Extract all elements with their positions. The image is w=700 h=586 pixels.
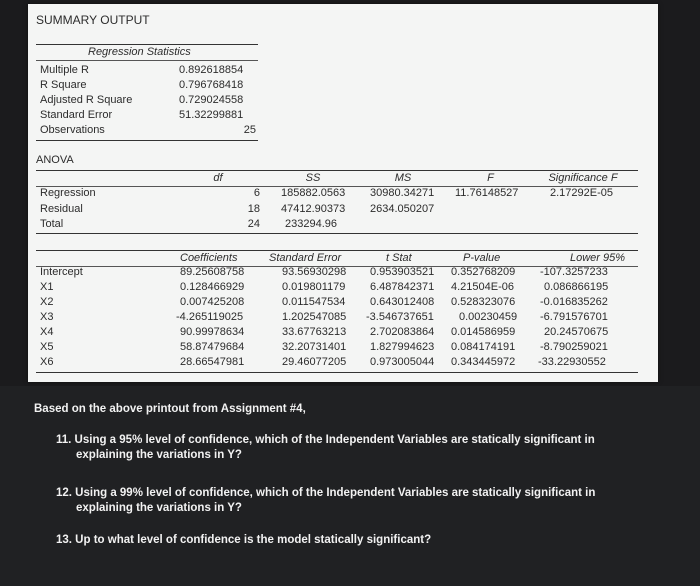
coef-col-header: Lower 95%	[570, 252, 626, 264]
anova-col-header: df	[213, 172, 223, 184]
anova-cell: 2.17292E-05	[550, 187, 613, 199]
anova-col-header: MS	[394, 172, 412, 184]
regstats-header: Regression Statistics	[88, 46, 191, 58]
question-11-line1: 11. Using a 95% level of confidence, which of the Independent Variables are statically significant in	[56, 434, 595, 446]
stat-label: Standard Error	[40, 109, 113, 121]
stat-label: Adjusted R Square	[40, 94, 133, 106]
coef-cell: 0.343445972	[451, 356, 516, 368]
coef-cell: 0.086866195	[544, 281, 609, 293]
anova-col-header: SS	[305, 172, 321, 184]
anova-row-label: Total	[40, 218, 64, 230]
coef-cell: 0.011547534	[282, 296, 346, 308]
anova-title: ANOVA	[36, 154, 74, 166]
coef-cell: 28.66547981	[180, 356, 245, 368]
coef-cell: 33.67763213	[282, 326, 347, 338]
stat-label: Multiple R	[40, 64, 89, 76]
anova-cell: 47412.90373	[281, 203, 346, 215]
anova-top-rule	[36, 170, 638, 171]
coef-cell: 20.24570675	[544, 326, 609, 338]
coef-row-label: X3	[40, 311, 54, 323]
anova-cell: 11.76148527	[455, 187, 519, 199]
coef-col-header: Standard Error	[269, 252, 342, 264]
stat-value: 0.729024558	[179, 94, 244, 106]
coef-cell: -8.790259021	[540, 341, 608, 353]
coef-cell: 93.56930298	[282, 266, 347, 278]
anova-cell: 30980.34271	[370, 187, 435, 199]
anova-cell: 6	[253, 187, 260, 199]
coef-cell: 0.953903521	[370, 266, 435, 278]
stat-value: 51.32299881	[179, 109, 244, 121]
coef-cell: 0.00230459	[459, 311, 518, 323]
coef-cell: -107.3257233	[540, 266, 608, 278]
anova-col-header: Significance F	[548, 172, 618, 184]
coef-col-header: P-value	[463, 252, 501, 264]
coef-cell: -3.546737651	[366, 311, 434, 323]
coef-top-rule	[36, 250, 638, 251]
regression-output-sheet	[28, 4, 658, 382]
question-12-line2: explaining the variations in Y?	[76, 502, 242, 514]
coef-cell: 0.014586959	[451, 326, 516, 338]
anova-cell: 2634.050207	[370, 203, 435, 215]
summary-title: SUMMARY OUTPUT	[36, 13, 150, 27]
coef-row-label: X5	[40, 341, 54, 353]
stat-label: Observations	[40, 124, 105, 136]
coef-cell: -4.265119025	[176, 311, 244, 323]
coef-row-label: X4	[40, 326, 54, 338]
coef-cell: 0.084174191	[451, 341, 516, 353]
coef-row-label: X1	[40, 281, 54, 293]
coef-cell: 0.128466929	[180, 281, 245, 293]
coef-row-label: X6	[40, 356, 54, 368]
question-13: 13. Up to what level of confidence is the model statically significant?	[56, 534, 432, 546]
coef-cell: 1.202547085	[282, 311, 347, 323]
question-11-line2: explaining the variations in Y?	[76, 449, 242, 461]
anova-cell: 185882.0563	[281, 187, 346, 199]
coef-cell: 0.019801179	[282, 281, 346, 293]
stat-value: 0.796768418	[179, 79, 244, 91]
anova-cell: 24	[247, 218, 260, 230]
anova-row-label: Residual	[40, 203, 83, 215]
stat-value: 25	[243, 124, 256, 136]
coef-cell: 90.99978634	[180, 326, 245, 338]
coef-cell: -0.016835262	[540, 296, 608, 308]
coef-cell: -33.22930552	[538, 356, 606, 368]
coef-cell: 32.20731401	[282, 341, 347, 353]
coef-cell: 0.973005044	[370, 356, 435, 368]
anova-col-header: F	[487, 172, 494, 184]
coef-cell: 0.528323076	[451, 296, 516, 308]
anova-cell: 233294.96	[285, 218, 337, 230]
stat-value: 0.892618854	[179, 64, 244, 76]
coef-cell: 29.46077205	[282, 356, 347, 368]
coef-cell: 1.827994623	[370, 341, 435, 353]
coef-cell: 89.25608758	[180, 266, 245, 278]
coef-cell: 4.21504E-06	[451, 281, 514, 293]
coef-col-header: Coefficients	[180, 252, 238, 264]
question-12-line1: 12. Using a 99% level of confidence, which of the Independent Variables are statically significant in	[56, 487, 596, 499]
questions-intro: Based on the above printout from Assignment #4,	[34, 403, 306, 415]
coef-row-label: Intercept	[40, 266, 83, 278]
coef-bottom-rule	[36, 372, 638, 373]
questions-panel	[0, 386, 700, 586]
coef-col-header: t Stat	[386, 252, 412, 264]
coef-cell: 0.352768209	[451, 266, 516, 278]
anova-bottom-rule	[36, 233, 638, 234]
coef-cell: -6.791576701	[540, 311, 608, 323]
coef-cell: 0.007425208	[180, 296, 245, 308]
coef-cell: 6.487842371	[370, 281, 435, 293]
coef-cell: 2.702083864	[370, 326, 435, 338]
coef-cell: 0.643012408	[370, 296, 435, 308]
coef-cell: 58.87479684	[180, 341, 245, 353]
regstats-header-rule	[36, 60, 258, 61]
anova-row-label: Regression	[40, 187, 96, 199]
anova-cell: 18	[247, 203, 260, 215]
regstats-bottom-rule	[36, 140, 258, 141]
coef-row-label: X2	[40, 296, 54, 308]
stat-label: R Square	[40, 79, 87, 91]
regstats-top-rule	[36, 44, 258, 45]
